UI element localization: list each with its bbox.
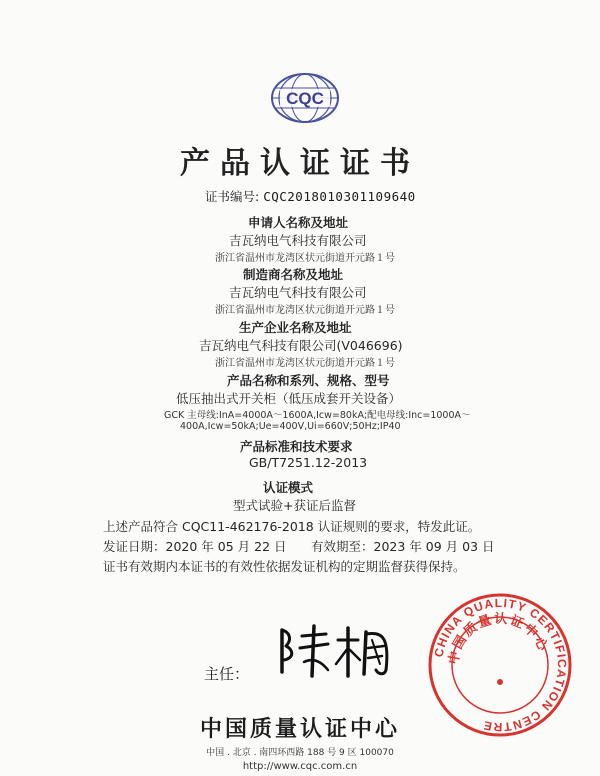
applicant-name: 吉瓦纳电气科技有限公司	[229, 233, 367, 248]
organization-url[interactable]: http://www.cqc.com.cn	[242, 761, 358, 772]
director-signature	[268, 622, 398, 680]
conformity-statement: 上述产品符合 CQC11-462176-2018 认证规则的要求，特发此证。	[103, 519, 481, 534]
standard-heading: 产品标准和技术要求	[240, 439, 353, 454]
certificate-number-value: CQC2018010301109640	[263, 189, 416, 204]
valid-until-label: 有效期至：	[311, 539, 374, 554]
manufacturer-address: 浙江省温州市龙湾区状元街道开元路１号	[215, 305, 395, 316]
product-spec-line1: GCK 主母线:InA=4000A～1600A,Icw=80kA;配电母线:Inc=1000A～	[164, 410, 471, 421]
organization-address: 中国 . 北京 . 南四环西路 188 号 9 区 100070	[206, 748, 394, 758]
seal-outer-text: CHINA QUALITY CERTIFICATION CENTRE	[431, 595, 570, 735]
svg-text:CQC: CQC	[286, 89, 324, 108]
issue-date-label: 发证日期：	[103, 539, 166, 554]
valid-until-value: 2023 年 09 月 03 日	[373, 539, 495, 554]
certificate-title: 产品认证证书	[180, 146, 420, 181]
manufacturer-name: 吉瓦纳电气科技有限公司	[229, 285, 367, 300]
mode-heading: 认证模式	[263, 480, 314, 495]
cqc-logo-icon	[270, 70, 340, 126]
applicant-heading: 申请人名称及地址	[248, 215, 349, 230]
standard-value: GB/T7251.12-2013	[249, 455, 368, 470]
certificate-number-label: 证书编号:	[205, 189, 260, 204]
factory-heading: 生产企业名称及地址	[239, 320, 352, 335]
director-label: 主任：	[204, 665, 250, 683]
issue-date-value: 2020 年 05 月 22 日	[165, 539, 287, 554]
certificate-number	[205, 187, 416, 205]
manufacturer-heading: 制造商名称及地址	[243, 267, 344, 282]
product-name: 低压抽出式开关柜（低压成套开关设备）	[176, 391, 402, 406]
issuing-organization: 中国质量认证中心	[199, 717, 400, 742]
factory-name: 吉瓦纳电气科技有限公司(V046696)	[199, 338, 403, 353]
applicant-address: 浙江省温州市龙湾区状元街道开元路１号	[215, 253, 395, 264]
product-spec-line2: 400A,Icw=50kA;Ue=400V,Ui=660V;50Hz;IP40	[180, 421, 401, 432]
validity-note: 证书有效期内本证书的有效性依据发证机构的定期监督获得保持。	[103, 559, 466, 574]
product-heading: 产品名称和系列、规格、型号	[227, 373, 390, 388]
valid-until	[311, 537, 495, 555]
issue-date	[103, 537, 287, 555]
factory-address: 浙江省温州市龙湾区状元街道开元路１号	[215, 358, 395, 369]
mode-value: 型式试验+获证后监督	[233, 498, 356, 513]
seal-inner-text: 中国质量认证中心	[446, 611, 551, 666]
